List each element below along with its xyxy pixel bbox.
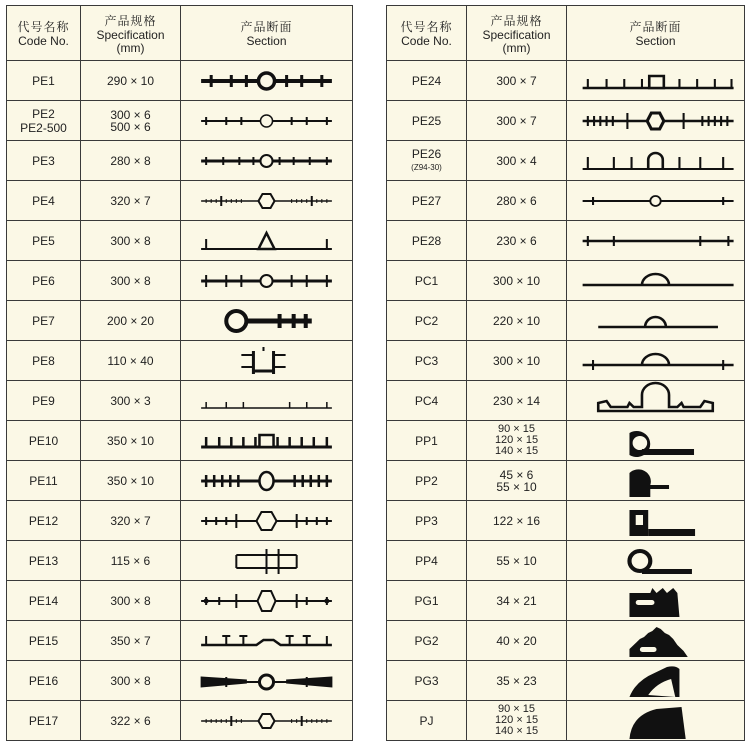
code-cell: [7, 701, 81, 741]
spec-cell: [81, 541, 181, 581]
code-text: PE24: [411, 73, 442, 88]
table-row: [387, 381, 745, 421]
code-cell: [7, 381, 81, 421]
spec-text: 230 × 14: [492, 393, 541, 408]
pe8-section-profile: [181, 341, 352, 380]
spec-cell: [467, 621, 567, 661]
code-cell: [7, 501, 81, 541]
spec-header-en: Specification: [96, 27, 165, 42]
spec-text: 45 × 6: [499, 467, 534, 482]
code-text: PE11: [29, 473, 58, 488]
code-cell: [7, 461, 81, 501]
code-text: PE1: [32, 73, 55, 88]
section-cell: [181, 261, 353, 301]
table-row: [7, 621, 353, 661]
pp1-section-profile: [567, 421, 744, 460]
pe17-section-profile: [181, 701, 352, 740]
spec-text: 90 × 15: [497, 703, 535, 715]
code-header: [387, 6, 467, 61]
code-text: PE12: [28, 513, 59, 528]
section-cell: [181, 181, 353, 221]
table-row: [387, 421, 745, 461]
section-cell: [567, 501, 745, 541]
spec-cell: [467, 301, 567, 341]
table-row: [7, 301, 353, 341]
code-text: PE13: [28, 553, 59, 568]
table-row: [387, 581, 745, 621]
spec-text: 300 × 7: [496, 73, 537, 88]
code-text: PP2: [415, 473, 438, 488]
spec-text: 200 × 20: [106, 313, 155, 328]
table-row: [387, 501, 745, 541]
code-text: PE28: [411, 233, 442, 248]
pg3-section-profile: [567, 661, 744, 700]
code-text: PE26: [411, 146, 442, 161]
spec-text: 322 × 6: [110, 713, 151, 728]
code-text: PG3: [414, 673, 439, 688]
spec-header-cn: 产品规格: [490, 13, 543, 28]
section-cell: [567, 661, 745, 701]
table-row: [7, 541, 353, 581]
spec-text: 115 × 6: [110, 553, 151, 568]
section-cell: [181, 381, 353, 421]
spec-text: 55 × 10: [496, 553, 537, 568]
spec-text: 300 × 8: [110, 273, 151, 288]
code-cell: [387, 141, 467, 181]
code-header-en: Code No.: [18, 34, 69, 48]
spec-cell: [467, 181, 567, 221]
code-cell: [387, 301, 467, 341]
code-text: PE17: [28, 713, 59, 728]
pe14-section-profile: [181, 581, 352, 620]
pe26-section-profile: [567, 141, 744, 180]
code-cell: [7, 541, 81, 581]
table-row: [387, 221, 745, 261]
section-cell: [181, 621, 353, 661]
code-text: PP3: [415, 513, 438, 528]
section-header-cn: 产品断面: [240, 20, 293, 34]
section-cell: [567, 221, 745, 261]
pc4-section-profile: [567, 381, 744, 420]
code-cell: [387, 101, 467, 141]
pe6-section-profile: [181, 261, 352, 300]
code-text: PE10: [28, 433, 59, 448]
table-row: [7, 581, 353, 621]
pe11-section-profile: [181, 461, 352, 500]
code-text: PE14: [28, 593, 59, 608]
pc3-section-profile: [567, 341, 744, 380]
spec-text: 120 × 15: [494, 714, 539, 726]
code-text: PP4: [415, 553, 438, 568]
spec-text: 140 × 15: [494, 725, 539, 737]
spec-cell: [467, 661, 567, 701]
code-text: PE7: [32, 313, 55, 328]
code-cell: [387, 461, 467, 501]
table-row: [387, 461, 745, 501]
pe27-section-profile: [567, 181, 744, 220]
code-text: PE4: [32, 193, 55, 208]
spec-cell: [467, 701, 567, 741]
pc1-section-profile: [567, 261, 744, 300]
table-row: [387, 261, 745, 301]
code-text: PE15: [28, 633, 59, 648]
spec-cell: [467, 261, 567, 301]
section-cell: [567, 701, 745, 741]
table-row: [7, 381, 353, 421]
code-cell: [387, 701, 467, 741]
spec-header-unit: (mm): [116, 40, 145, 55]
pe5-section-profile: [181, 221, 352, 260]
code-cell: [7, 341, 81, 381]
spec-cell: [467, 581, 567, 621]
pe24-section-profile: [567, 61, 744, 100]
spec-text: 300 × 10: [492, 273, 541, 288]
code-header-cn: 代号名称: [400, 20, 453, 34]
table-row: [387, 661, 745, 701]
section-cell: [181, 501, 353, 541]
section-header: [567, 6, 745, 61]
pe2-section-profile: [181, 101, 352, 140]
spec-cell: [81, 301, 181, 341]
code-cell: [387, 661, 467, 701]
spec-cell: [81, 421, 181, 461]
code-cell: [387, 421, 467, 461]
spec-text: 350 × 10: [106, 473, 155, 488]
section-cell: [181, 221, 353, 261]
section-cell: [181, 141, 353, 181]
table-row: [7, 221, 353, 261]
spec-cell: [467, 141, 567, 181]
spec-text: 300 × 6: [110, 107, 151, 122]
section-header-en: Section: [246, 34, 287, 48]
left-table-header: [7, 6, 353, 61]
code-text: PE3: [32, 153, 55, 168]
table-row: [387, 541, 745, 581]
spec-text: 320 × 7: [110, 513, 151, 528]
spec-text: 350 × 10: [106, 433, 155, 448]
table-row: [7, 501, 353, 541]
table-row: [7, 341, 353, 381]
table-row: [7, 701, 353, 741]
code-cell: [387, 501, 467, 541]
spec-cell: [467, 101, 567, 141]
spec-cell: [81, 141, 181, 181]
code-header-cn: 代号名称: [17, 20, 70, 34]
table-row: [7, 181, 353, 221]
spec-text: 40 × 20: [496, 633, 537, 648]
section-cell: [567, 101, 745, 141]
pe15-section-profile: [181, 621, 352, 660]
spec-cell: [81, 501, 181, 541]
code-text: PC2: [414, 313, 439, 328]
code-cell: [387, 181, 467, 221]
code-cell: [387, 621, 467, 661]
section-cell: [181, 581, 353, 621]
spec-text: 220 × 10: [492, 313, 541, 328]
table-row: [387, 621, 745, 661]
pe7-section-profile: [181, 301, 352, 340]
code-text: PE16: [28, 673, 59, 688]
table-row: [7, 101, 353, 141]
code-text: PE2-500: [20, 120, 67, 135]
section-header-cn: 产品断面: [629, 20, 682, 34]
spec-text: 290 × 10: [106, 73, 155, 88]
section-cell: [181, 101, 353, 141]
code-text: PE25: [411, 113, 442, 128]
table-row: [387, 141, 745, 181]
section-cell: [567, 261, 745, 301]
spec-text: 300 × 8: [110, 593, 151, 608]
spec-header-en: Specification: [482, 27, 551, 42]
spec-text: 300 × 8: [110, 233, 151, 248]
pp2-section-profile: [567, 461, 744, 500]
code-text: PP1: [415, 433, 438, 448]
spec-text: 500 × 6: [110, 119, 151, 134]
code-cell: [7, 421, 81, 461]
code-cell: [7, 221, 81, 261]
code-cell: [7, 141, 81, 181]
pp3-section-profile: [567, 501, 744, 540]
code-cell: [7, 181, 81, 221]
section-cell: [567, 301, 745, 341]
spec-text: 34 × 21: [496, 593, 537, 608]
spec-cell: [81, 461, 181, 501]
spec-text: 55 × 10: [496, 479, 537, 494]
spec-cell: [81, 221, 181, 261]
spec-text: 300 × 3: [110, 393, 151, 408]
code-text: PC4: [414, 393, 439, 408]
section-cell: [567, 381, 745, 421]
code-text: PE8: [32, 353, 55, 368]
section-header: [181, 6, 353, 61]
code-text: PG1: [414, 593, 439, 608]
code-text: PE2: [32, 106, 55, 121]
spec-text: 350 × 7: [110, 633, 151, 648]
code-cell: [7, 581, 81, 621]
spec-text: 300 × 7: [496, 113, 537, 128]
pe28-section-profile: [567, 221, 744, 260]
code-text: PC3: [414, 353, 439, 368]
code-text: PC1: [414, 273, 439, 288]
pe10-section-profile: [181, 421, 352, 460]
table-row: [387, 301, 745, 341]
spec-cell: [81, 181, 181, 221]
spec-text: 300 × 8: [110, 673, 151, 688]
pc2-section-profile: [567, 301, 744, 340]
table-row: [7, 61, 353, 101]
spec-cell: [467, 541, 567, 581]
section-cell: [181, 541, 353, 581]
spec-text: 120 × 15: [494, 434, 539, 446]
table-row: [387, 181, 745, 221]
spec-cell: [467, 341, 567, 381]
section-cell: [567, 421, 745, 461]
table-row: [387, 101, 745, 141]
spec-cell: [81, 341, 181, 381]
code-cell: [387, 581, 467, 621]
right-spec-table: [386, 5, 745, 741]
code-cell: [7, 61, 81, 101]
spec-text: 300 × 4: [496, 153, 537, 168]
code-cell: [7, 101, 81, 141]
spec-cell: [81, 661, 181, 701]
section-cell: [181, 701, 353, 741]
spec-cell: [467, 421, 567, 461]
code-cell: [7, 661, 81, 701]
spec-cell: [467, 221, 567, 261]
code-text: PE9: [32, 393, 55, 408]
section-header-en: Section: [635, 34, 676, 48]
section-cell: [567, 461, 745, 501]
table-row: [387, 61, 745, 101]
spec-text: 230 × 6: [496, 233, 537, 248]
spec-text: 280 × 8: [110, 153, 151, 168]
section-cell: [181, 461, 353, 501]
spec-cell: [467, 501, 567, 541]
spec-cell: [467, 381, 567, 421]
section-cell: [567, 621, 745, 661]
spec-cell: [81, 61, 181, 101]
spec-cell: [467, 461, 567, 501]
spec-cell: [81, 621, 181, 661]
code-cell: [387, 341, 467, 381]
pe16-section-profile: [181, 661, 352, 700]
code-cell: [387, 221, 467, 261]
section-cell: [181, 301, 353, 341]
code-cell: [7, 301, 81, 341]
table-row: [7, 141, 353, 181]
code-text: PG2: [414, 633, 439, 648]
code-cell: [387, 541, 467, 581]
spec-cell: [81, 701, 181, 741]
table-row: [7, 661, 353, 701]
pe1-section-profile: [181, 61, 352, 100]
right-table-header: [387, 6, 745, 61]
table-row: [7, 261, 353, 301]
spec-text: 90 × 15: [497, 423, 535, 435]
spec-cell: [81, 261, 181, 301]
section-cell: [567, 181, 745, 221]
spec-text: 280 × 6: [496, 193, 537, 208]
spec-cell: [81, 101, 181, 141]
spec-cell: [467, 61, 567, 101]
section-cell: [567, 141, 745, 181]
code-cell: [387, 381, 467, 421]
section-cell: [567, 581, 745, 621]
code-header-en: Code No.: [401, 34, 452, 48]
pe12-section-profile: [181, 501, 352, 540]
code-cell: [387, 261, 467, 301]
code-text: PE27: [411, 193, 442, 208]
spec-text: 140 × 15: [494, 445, 539, 457]
spec-text: 110 × 40: [107, 353, 154, 368]
spec-text: 320 × 7: [110, 193, 151, 208]
code-text: PE6: [32, 273, 55, 288]
code-cell: [7, 261, 81, 301]
spec-text: 122 × 16: [492, 513, 541, 528]
spec-text: 35 × 23: [496, 673, 537, 688]
section-cell: [181, 661, 353, 701]
code-cell: [7, 621, 81, 661]
code-text: PJ: [419, 713, 434, 728]
pg2-section-profile: [567, 621, 744, 660]
code-header: [7, 6, 81, 61]
spec-header-cn: 产品规格: [104, 13, 157, 28]
pe9-section-profile: [181, 381, 352, 420]
section-cell: [567, 341, 745, 381]
spec-cell: [81, 381, 181, 421]
spec-cell: [81, 581, 181, 621]
left-spec-table: [6, 5, 353, 741]
pj-section-profile: [567, 701, 744, 740]
section-cell: [181, 421, 353, 461]
pe3-section-profile: [181, 141, 352, 180]
spec-header: [467, 6, 567, 61]
section-cell: [567, 541, 745, 581]
section-cell: [567, 61, 745, 101]
table-row: [7, 421, 353, 461]
spec-header: [81, 6, 181, 61]
pe25-section-profile: [567, 101, 744, 140]
spec-header-unit: (mm): [502, 40, 531, 55]
table-row: [7, 461, 353, 501]
pg1-section-profile: [567, 581, 744, 620]
table-row: [387, 341, 745, 381]
pe13-section-profile: [181, 541, 352, 580]
pe4-section-profile: [181, 181, 352, 220]
section-cell: [181, 341, 353, 381]
section-cell: [181, 61, 353, 101]
table-row: [387, 701, 745, 741]
spec-text: 300 × 10: [492, 353, 541, 368]
pp4-section-profile: [567, 541, 744, 580]
code-cell: [387, 61, 467, 101]
code-text: PE5: [32, 233, 55, 248]
code-text: (Z94-30): [411, 162, 442, 172]
